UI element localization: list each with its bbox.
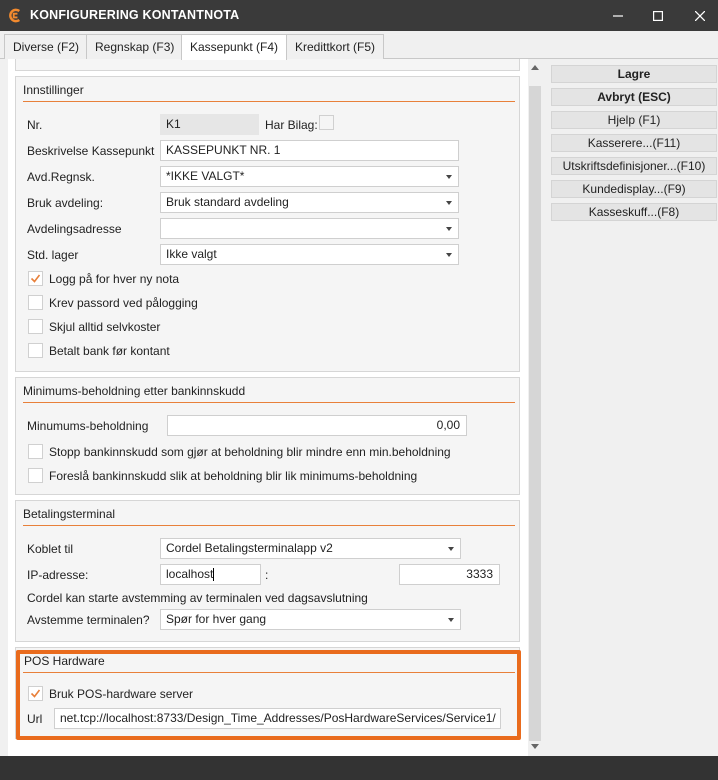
betalingsterminal-group bbox=[15, 500, 520, 642]
kasseskuff-button[interactable]: Kasseskuff...(F8) bbox=[551, 203, 717, 221]
nr-label: Nr. bbox=[27, 118, 43, 132]
tab-regnskap[interactable]: Regnskap (F3) bbox=[86, 34, 183, 59]
title-bar bbox=[0, 0, 718, 31]
chevron-down-icon bbox=[446, 175, 452, 179]
bruk-avdeling-dropdown[interactable] bbox=[160, 192, 459, 213]
avdelingsadresse-label: Avdelingsadresse bbox=[27, 222, 122, 236]
scroll-down-icon[interactable] bbox=[531, 744, 539, 749]
pos-hardware-group bbox=[15, 647, 520, 739]
avstemme-dropdown[interactable] bbox=[160, 609, 461, 630]
close-button[interactable] bbox=[680, 0, 718, 31]
ip-port-separator: : bbox=[265, 568, 269, 582]
dropdown-value: Ikke valgt bbox=[166, 247, 217, 261]
ip-adresse-label: IP-adresse: bbox=[27, 568, 89, 582]
url-field[interactable]: net.tcp://localhost:8733/Design_Time_Addresses/PosHardwareServices/Service1/ bbox=[54, 708, 501, 729]
tab-kredittkort[interactable]: Kredittkort (F5) bbox=[286, 34, 384, 59]
minimums-beholdning-field[interactable]: 0,00 bbox=[167, 415, 467, 436]
krev-passord-checkbox[interactable] bbox=[28, 295, 43, 310]
window-title: KONFIGURERING KONTANTNOTA bbox=[30, 8, 240, 22]
pos-server-checkbox[interactable] bbox=[28, 686, 43, 701]
maximize-button[interactable] bbox=[638, 0, 678, 31]
hjelp-button[interactable]: Hjelp (F1) bbox=[551, 111, 717, 129]
skjul-selvkoster-label: Skjul alltid selvkoster bbox=[49, 320, 161, 334]
app-logo-icon bbox=[9, 8, 24, 23]
text-cursor bbox=[213, 568, 214, 581]
innstillinger-group bbox=[15, 76, 520, 372]
minimize-button[interactable] bbox=[598, 0, 638, 31]
pos-server-label: Bruk POS-hardware server bbox=[49, 687, 194, 701]
group-title: Minimums-beholdning etter bankinnskudd bbox=[23, 384, 246, 398]
chevron-down-icon bbox=[446, 253, 452, 257]
koblet-til-label: Koblet til bbox=[27, 542, 74, 556]
ip-adresse-field[interactable] bbox=[160, 564, 261, 585]
group-divider bbox=[23, 672, 515, 673]
kundedisplay-button[interactable]: Kundedisplay...(F9) bbox=[551, 180, 717, 198]
avbryt-button[interactable]: Avbryt (ESC) bbox=[551, 88, 717, 106]
std-lager-label: Std. lager bbox=[27, 248, 79, 262]
skjul-selvkoster-checkbox[interactable] bbox=[28, 319, 43, 334]
dropdown-value: Bruk standard avdeling bbox=[166, 195, 289, 209]
avdelingsadresse-dropdown[interactable] bbox=[160, 218, 459, 239]
group-title: Betalingsterminal bbox=[23, 507, 116, 521]
minimize-icon bbox=[613, 11, 623, 21]
kasserere-button[interactable]: Kasserere...(F11) bbox=[551, 134, 717, 152]
bruk-avdeling-label: Bruk avdeling: bbox=[27, 196, 104, 210]
std-lager-dropdown[interactable] bbox=[160, 244, 459, 265]
koblet-til-dropdown[interactable] bbox=[160, 538, 461, 559]
avstemme-label: Avstemme terminalen? bbox=[27, 613, 150, 627]
chevron-down-icon bbox=[448, 547, 454, 551]
tab-bar bbox=[0, 31, 718, 59]
chevron-down-icon bbox=[448, 618, 454, 622]
avd-regnsk-dropdown[interactable] bbox=[160, 166, 459, 187]
foresla-bankinnskudd-checkbox[interactable] bbox=[28, 468, 43, 483]
url-label: Url bbox=[27, 712, 43, 726]
betalt-bank-label: Betalt bank før kontant bbox=[49, 344, 170, 358]
ip-value: localhost bbox=[166, 567, 214, 581]
betalt-bank-checkbox[interactable] bbox=[28, 343, 43, 358]
previous-group-edge bbox=[15, 59, 520, 71]
port-field[interactable]: 3333 bbox=[399, 564, 500, 585]
beskrivelse-label: Beskrivelse Kassepunkt bbox=[27, 144, 155, 158]
logg-pa-label: Logg på for hver ny nota bbox=[49, 272, 180, 286]
avstemming-info-text: Cordel kan starte avstemming av terminalen ved dagsavslutning bbox=[27, 591, 368, 605]
chevron-down-icon bbox=[446, 227, 452, 231]
logg-pa-checkbox[interactable] bbox=[28, 271, 43, 286]
tab-diverse[interactable]: Diverse (F2) bbox=[4, 34, 88, 59]
checkmark-icon bbox=[30, 688, 41, 699]
foresla-bankinnskudd-label: Foreslå bankinnskudd slik at beholdning blir lik minimums-beholdning bbox=[49, 469, 418, 483]
lagre-button[interactable]: Lagre bbox=[551, 65, 717, 83]
group-title: POS Hardware bbox=[24, 654, 105, 668]
dropdown-value: Spør for hver gang bbox=[166, 612, 267, 626]
utskriftsdefinisjoner-button[interactable]: Utskriftsdefinisjoner...(F10) bbox=[551, 157, 717, 175]
minimums-group bbox=[15, 377, 520, 495]
vertical-scrollbar[interactable] bbox=[528, 59, 542, 756]
status-bar bbox=[0, 756, 718, 780]
scrollbar-thumb[interactable] bbox=[529, 86, 541, 741]
dropdown-value: Cordel Betalingsterminalapp v2 bbox=[166, 541, 333, 555]
content-area bbox=[0, 59, 718, 756]
dropdown-value: *IKKE VALGT* bbox=[166, 169, 245, 183]
group-title: Innstillinger bbox=[23, 83, 84, 97]
beskrivelse-field[interactable]: KASSEPUNKT NR. 1 bbox=[160, 140, 459, 161]
har-bilag-checkbox[interactable] bbox=[319, 115, 334, 130]
group-divider bbox=[23, 525, 515, 526]
checkmark-icon bbox=[30, 273, 41, 284]
minimums-beholdning-label: Minumums-beholdning bbox=[27, 419, 149, 433]
group-divider bbox=[23, 101, 515, 102]
tab-kassepunkt[interactable]: Kassepunkt (F4) bbox=[181, 34, 287, 60]
stopp-bankinnskudd-label: Stopp bankinnskudd som gjør at beholdning blir mindre enn min.beholdning bbox=[49, 445, 451, 459]
settings-scroll-panel bbox=[8, 59, 528, 756]
close-icon bbox=[695, 11, 705, 21]
scroll-up-icon[interactable] bbox=[531, 65, 539, 70]
nr-field: K1 bbox=[160, 114, 259, 135]
avd-regnsk-label: Avd.Regnsk. bbox=[27, 170, 95, 184]
stopp-bankinnskudd-checkbox[interactable] bbox=[28, 444, 43, 459]
maximize-icon bbox=[653, 11, 663, 21]
chevron-down-icon bbox=[446, 201, 452, 205]
group-divider bbox=[23, 402, 515, 403]
har-bilag-label: Har Bilag: bbox=[265, 118, 318, 132]
krev-passord-label: Krev passord ved pålogging bbox=[49, 296, 198, 310]
